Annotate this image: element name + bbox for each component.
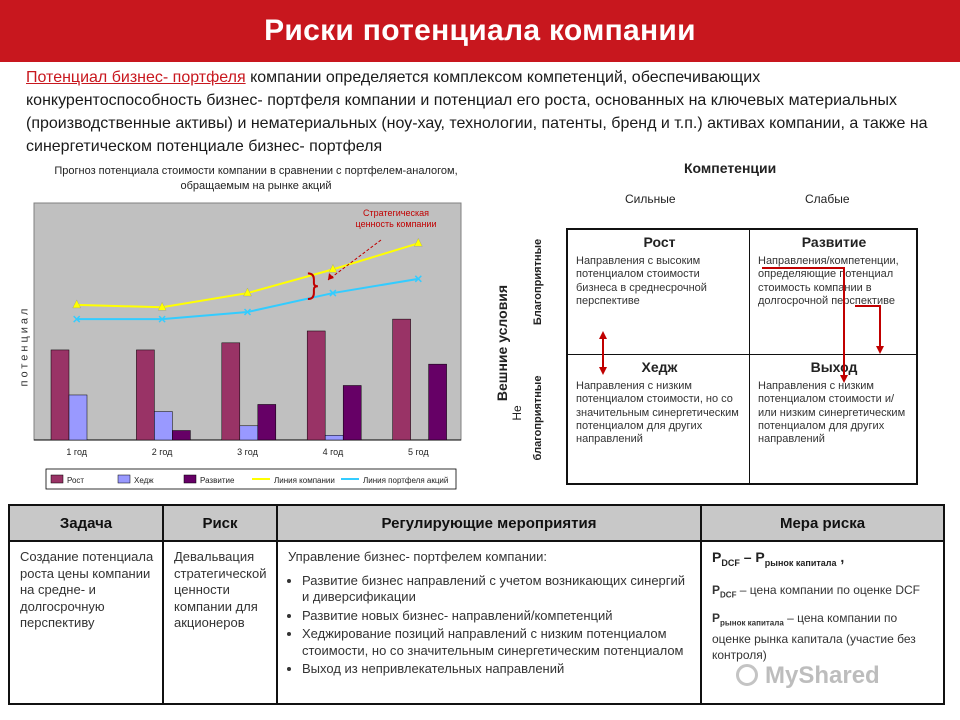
x-tick-label: 4 год [322,447,344,457]
col-header-risk: Риск [163,505,277,541]
annotation-label: Стратегическая ценность компании [355,208,437,229]
cell-title: Хедж [641,359,678,375]
chart-title: Прогноз потенциала стоимости компании в сравнении с портфелем-аналогом, обращаемым на рынке акций [54,165,458,192]
watermark-icon [736,664,758,686]
bar-1-4 [307,331,325,440]
strong-column-label: Сильные [625,192,676,206]
matrix-cell-hedge [568,355,749,479]
bar-2-1 [69,395,87,440]
cell-title: Рост [643,234,676,250]
intro-paragraph [26,66,936,158]
bar-3-5 [429,364,447,440]
legend-swatch [51,475,63,483]
intro-lead-link[interactable]: Потенциал бизнес- портфеля [26,69,246,86]
x-tick-label: 2 год [151,447,173,457]
x-tick-label: 5 год [407,447,429,457]
market-note: $P_{рынок капитала}$ – цена компании по оценке рынка капитала (участие без контроля) [712,610,916,663]
chart-canvas [6,160,476,493]
legend-label: Хедж [134,476,154,485]
dcf-note: $P_{DCF}$ – цена компании по оценке DCF [712,583,920,600]
bar-2-2 [154,412,172,440]
legend-label: Развитие [200,476,235,485]
list-item: • Хеджирование позиций направлений с низким потенциалом стоимости, но со значительным синергетическим потенциалом [302,626,694,659]
bar-1-1 [51,350,69,440]
intro-text: компании определяется комплексом компетенций, обеспечивающих конкурентоспособность бизнес- портфеля компании и потенциал его роста, основанных на ключевых материальных (производственные активы) и нематериальных (ноу-хау, технологии, патенты, бренд и т.п.) активах компании, а также на синергетическом потенциале бизнес- портфеля [26,69,928,155]
list-item: • Развитие бизнес направлений с учетом возникающих синергий и диверсификации [302,573,694,606]
actions-list [288,573,694,678]
competence-matrix [566,228,918,485]
actions-cell [277,541,701,704]
risk-formula: $P_{DCF} - P_{рынок капитала}$ , [712,549,845,568]
bar-1-5 [393,319,411,440]
list-item: • Выход из непривлекательных направлений [302,661,694,678]
external-conditions-title: Вешние условия [494,284,510,402]
cell-description: Направления/компетенции, определяющие потенциал стоимость компании в долгосрочной перспективе [758,255,899,307]
favorable-row-label: Благоприятные [532,238,544,326]
unfavorable-row-label: благоприятные [532,375,544,461]
bar-3-4 [343,385,361,440]
legend-label: Линия портфеля акций [363,476,449,485]
legend-label: Рост [67,476,85,485]
cell-description: Направления с низким потенциалом стоимости и/или низким синергетическим потенциалом для других направлений [758,380,906,446]
chart-y-label: потенциал [18,305,31,387]
col-header-task: Задача [9,505,163,541]
cell-title: Развитие [801,234,867,250]
bar-3-2 [172,431,190,440]
x-tick-label: 1 год [66,447,88,457]
list-item: • Развитие новых бизнес- направлений/компетенций [302,608,694,625]
col-header-measure: Мера риска [701,505,944,541]
bar-3-3 [258,404,276,440]
matrix-cell-development [750,230,916,354]
col-header-actions: Регулирующие мероприятия [277,505,701,541]
risk-cell: Девальвация стратегической ценности компании для акционеров [163,541,277,704]
bar-2-4 [325,435,343,440]
matrix-cell-growth [568,230,749,354]
cell-description: Направления с высоким потенциалом стоимости бизнеса в среднесрочной перспективе [576,255,707,307]
watermark: MyShared [765,662,880,689]
competences-title: Компетенции [684,160,777,176]
bar-1-2 [136,350,154,440]
legend-swatch [184,475,196,483]
x-tick-label: 3 год [237,447,258,457]
bar-1-3 [222,343,240,440]
legend-swatch [118,475,130,483]
page-title: Риски потенциала компании [264,14,696,47]
weak-column-label: Слабые [805,192,850,206]
legend-label: Линия компании [274,476,335,485]
actions-intro: Управление бизнес- портфелем компании: [288,549,548,564]
matrix-cell-exit [750,355,916,479]
bar-2-3 [240,426,258,440]
unfavorable-row-prefix: Не [510,405,524,421]
task-cell: Создание потенциала роста цены компании на средне- и долгосрочную перспективу [9,541,163,704]
forecast-chart [6,160,476,493]
title-bar [0,0,960,62]
cell-description: Направления с низким потенциалом стоимости, но со значительным синергетическим потенциалом для других направлений [576,380,739,446]
cell-title: Выход [810,359,858,375]
